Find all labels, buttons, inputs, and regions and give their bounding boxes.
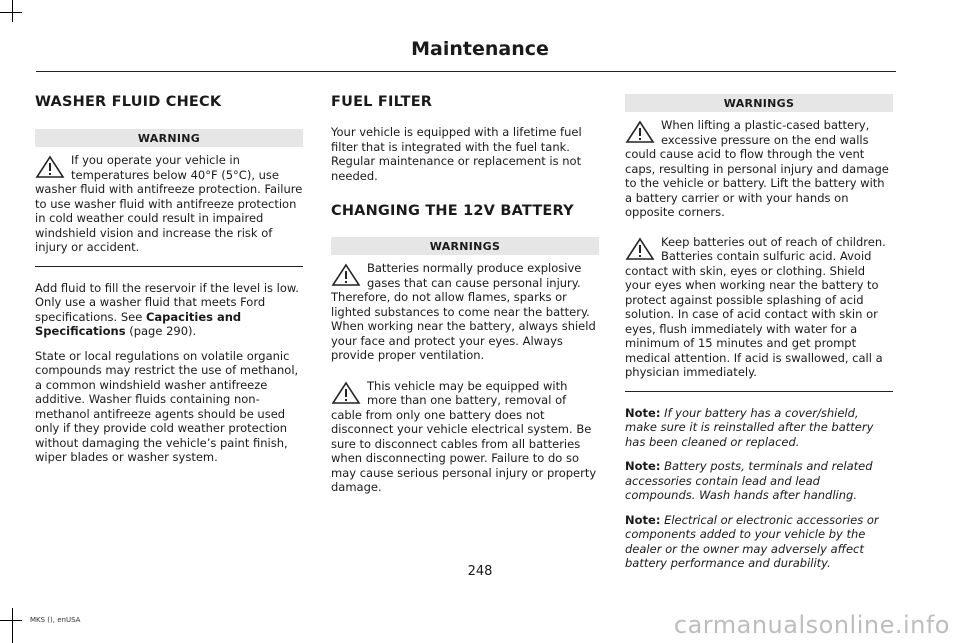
note-text: Electrical or electronic accessories or components added to your vehicle by the dealer or the owner may adversely affect battery performance and durability. [625,512,879,570]
column-battery-warnings [625,94,893,571]
warning-text: Keep batteries out of reach of children. Batteries contain sulfuric acid. Avoid contact with skin, eyes or clothing. Shield your eyes when working near the battery to protect against possible splashing of acid solution. In case of acid contact with skin or eyes, flush immediately with water for a minimum of 15 minutes and get prompt medical attention. If acid is swallowed, call a physician immediately. [625,234,886,379]
warning-triangle-icon [625,120,655,144]
watermark: carmanualsonline.info [673,611,950,639]
column-fuel-battery [331,94,599,495]
section-heading: FUEL FILTER [331,94,433,110]
note [625,459,893,503]
note-label: Note: [625,459,661,473]
crop-mark [12,608,13,643]
note [625,513,893,571]
paragraph: State or local regulations on volatile organic compounds may restrict the use of methanol, a common windshield washer antifreeze additive. Washer fluids containing non-methanol antifreeze agents should be used only if they provide cold weather protection without damaging the vehicle’s paint finish, wiper blades or washer system. [35,348,299,464]
warning-text: This vehicle may be equipped with more than one battery, removal of cable from only one battery does not disconnect your vehicle electrical system. Be sure to disconnect cables from all batteries when disconnecting power. Failure to do so may cause serious personal injury or property damage. [331,378,597,494]
warning-triangle-icon [331,263,361,287]
note [625,406,893,450]
paragraph [35,281,303,339]
document-id: MKS (), enUSA [30,616,81,624]
note-label: Note: [625,512,661,527]
warning-text: When lifting a plastic-cased battery, excessive pressure on the end walls could cause acid to flow through the vent caps, resulting in personal injury and damage to the vehicle or battery. Lift the battery with a battery carrier or with your hands on opposite corners. [625,118,889,219]
crop-mark [0,620,22,621]
note-text: Battery posts, terminals and related accessories contain lead and lead compounds. Wash hands after handling. [625,459,873,502]
page-reference: (page 290). [125,324,197,338]
crop-mark [12,0,13,22]
note-text: If your battery has a cover/shield, make sure it is reinstalled after the battery has been cleaned or replaced. [625,405,874,449]
warning-triangle-icon [625,237,655,261]
page-title: Maintenance [411,38,549,60]
column-washer-fluid [35,94,303,465]
section-heading: CHANGING THE 12V BATTERY [331,203,574,219]
warning-title: WARNING [35,129,303,147]
cross-reference-link[interactable]: Capacities and Specifications [35,309,242,338]
crop-mark [0,12,22,13]
warning-triangle-icon [35,155,65,179]
warning-box [625,235,893,380]
warning-box [35,153,303,255]
warning-title: WARNINGS [625,94,893,112]
warning-box [331,379,599,495]
warning-box [625,118,893,220]
paragraph-text: Add fluid to fill the reservoir if the level is low. Only use a washer fluid that meets Ford specifications. See [35,280,299,324]
warning-title: WARNINGS [331,237,599,255]
note-label: Note: [625,405,661,420]
warning-text: If you operate your vehicle in temperatures below 40°F (5°C), use washer fluid with antifreeze protection. Failure to use washer fluid with antifreeze protection in cold weather could result in impaired windshield vision and increase the risk of injury or accident. [35,153,303,254]
section-heading: WASHER FLUID CHECK [35,94,222,110]
paragraph: Your vehicle is equipped with a lifetime fuel filter that is integrated with the fuel tank. Regular maintenance or replacement is not needed. [331,125,582,183]
warning-box [331,261,599,363]
page-number: 248 [467,564,493,579]
warning-text: Batteries normally produce explosive gases that can cause personal injury. Therefore, do not allow flames, sparks or lighted substances to come near the battery. When working near the battery, always shield your face and protect your eyes. Always provide proper ventilation. [331,261,596,362]
header-divider [36,71,896,72]
warning-triangle-icon [331,381,361,405]
